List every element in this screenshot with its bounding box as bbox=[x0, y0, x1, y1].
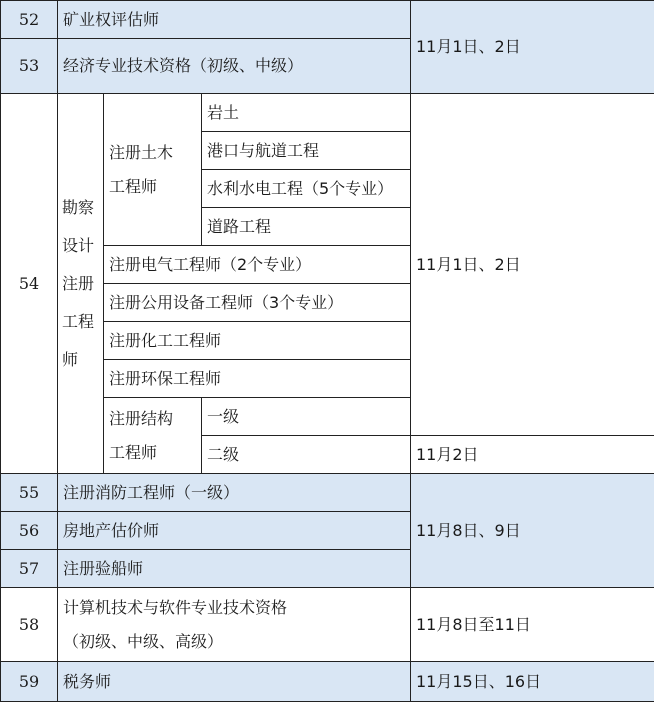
exam-name: 注册验船师 bbox=[58, 550, 411, 588]
exam-name: 注册电气工程师（2个专业） bbox=[104, 246, 411, 284]
exam-date: 11月15日、16日 bbox=[411, 662, 654, 702]
exam-name: 注册环保工程师 bbox=[104, 360, 411, 398]
civil-sub-specialty: 港口与航道工程 bbox=[202, 132, 411, 170]
group-label-line: 注册 bbox=[62, 265, 100, 303]
group-label-line: 设计 bbox=[62, 227, 100, 265]
exam-name: 注册化工工程师 bbox=[104, 322, 411, 360]
exam-name: 注册消防工程师（一级） bbox=[58, 474, 411, 512]
exam-date: 11月2日 bbox=[411, 436, 654, 474]
table-row bbox=[1, 474, 654, 512]
table-row bbox=[1, 662, 654, 702]
group-label-line: 师 bbox=[62, 341, 100, 379]
row-number: 56 bbox=[1, 512, 58, 550]
structural-engineer-label bbox=[104, 398, 202, 474]
row-number: 58 bbox=[1, 588, 58, 662]
exam-name bbox=[58, 588, 411, 662]
table-row bbox=[1, 588, 654, 662]
exam-date: 11月8日至11日 bbox=[411, 588, 654, 662]
exam-name: 房地产估价师 bbox=[58, 512, 411, 550]
structural-level: 二级 bbox=[202, 436, 411, 474]
exam-date: 11月1日、2日 bbox=[411, 94, 654, 436]
exam-name: 税务师 bbox=[58, 662, 411, 702]
row-number: 54 bbox=[1, 94, 58, 474]
exam-name: 注册公用设备工程师（3个专业） bbox=[104, 284, 411, 322]
table-row bbox=[1, 94, 654, 132]
row-number: 57 bbox=[1, 550, 58, 588]
structural-level: 一级 bbox=[202, 398, 411, 436]
civil-label-line: 注册土木 bbox=[109, 136, 196, 170]
structural-label-line: 注册结构 bbox=[109, 402, 196, 436]
civil-sub-specialty: 道路工程 bbox=[202, 208, 411, 246]
structural-label-line: 工程师 bbox=[109, 436, 196, 470]
row-number: 55 bbox=[1, 474, 58, 512]
civil-sub-specialty: 水利水电工程（5个专业） bbox=[202, 170, 411, 208]
exam-date: 11月8日、9日 bbox=[411, 474, 654, 588]
exam-name: 经济专业技术资格（初级、中级） bbox=[58, 39, 411, 94]
row-number: 52 bbox=[1, 1, 58, 39]
civil-label-line: 工程师 bbox=[109, 170, 196, 204]
row-number: 53 bbox=[1, 39, 58, 94]
group-label-line: 工程 bbox=[62, 303, 100, 341]
group-label-line: 勘察 bbox=[62, 189, 100, 227]
table-row bbox=[1, 1, 654, 39]
exam-date: 11月1日、2日 bbox=[411, 1, 654, 94]
exam-name-line: （初级、中级、高级） bbox=[63, 625, 405, 659]
exam-name-line: 计算机技术与软件专业技术资格 bbox=[63, 591, 405, 625]
row-number: 59 bbox=[1, 662, 58, 702]
exam-name: 矿业权评估师 bbox=[58, 1, 411, 39]
civil-engineer-label bbox=[104, 94, 202, 246]
group-label bbox=[58, 94, 104, 474]
civil-sub-specialty: 岩土 bbox=[202, 94, 411, 132]
